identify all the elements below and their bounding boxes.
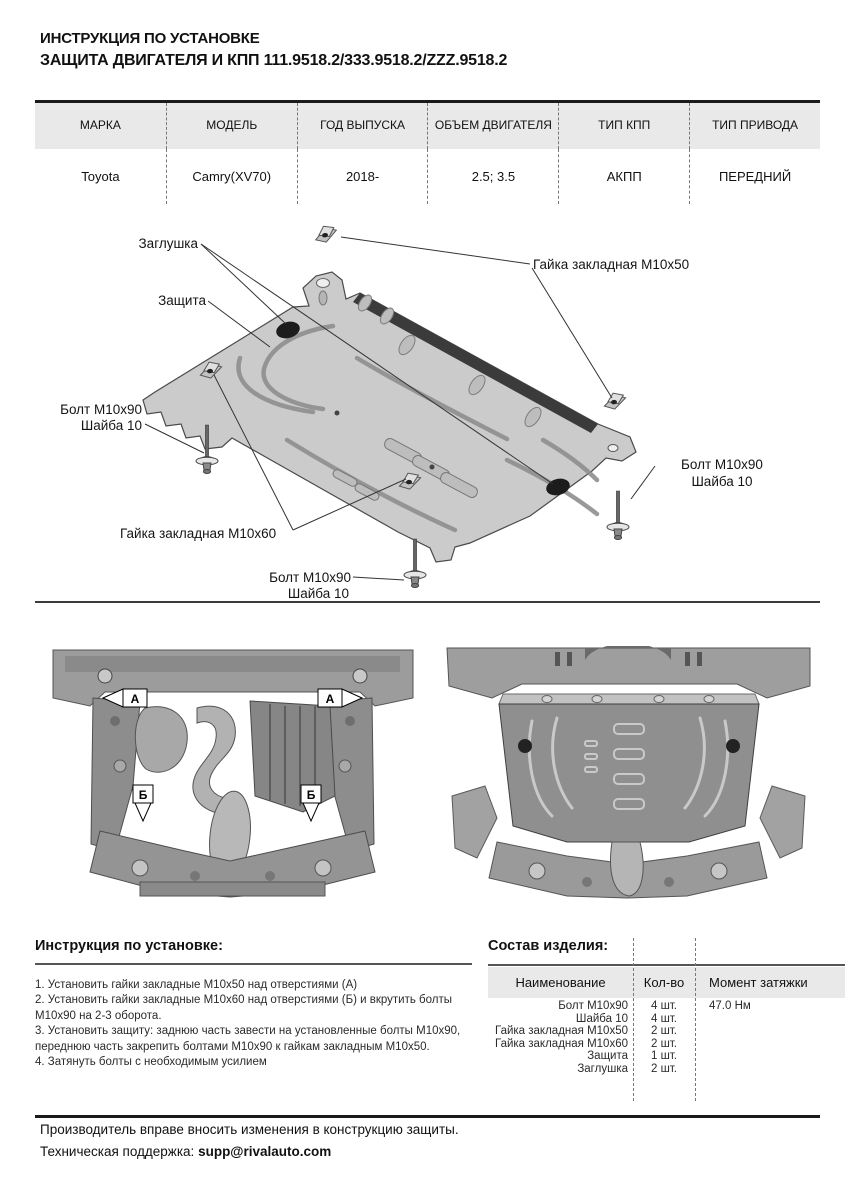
photo-underbody-after [437, 646, 820, 906]
parts-list-separator-1 [633, 938, 634, 1101]
exploded-view-diagram [35, 208, 820, 606]
install-step-2: 2. Установить гайки закладные М10х60 над отверстиями (Б) и вкрутить болты М10х90 на 2-3 оборота. [35, 994, 453, 1022]
photo-underbody-before [45, 646, 420, 906]
svg-text:А: А [130, 692, 140, 706]
diagram-label-bolt-left: Болт М10х90 [60, 402, 142, 417]
marker-b-right [301, 785, 321, 821]
spec-header-drive: ТИП ПРИВОДА [689, 103, 820, 149]
spec-value-brand: Toyota [81, 169, 120, 184]
parts-row-shield: Защита 1 шт. [587, 1050, 677, 1063]
parts-col-name: Наименование [515, 975, 606, 990]
install-step-4: 4. Затянуть болты с необходимым усилием [35, 1056, 267, 1069]
diagram-label-washer-bottom: Шайба 10 [287, 586, 349, 601]
tab-hole [317, 279, 330, 288]
spec-header-model: МОДЕЛЬ [166, 103, 297, 149]
parts-list-rows [488, 1000, 845, 1076]
spec-header-brand: МАРКА [79, 118, 121, 133]
parts-list-rule [488, 964, 845, 966]
install-step-3: 3. Установить защиту: заднюю часть завести на установленные болты М10х90, переднюю часть закрепить болтами М10х90 к гайкам закладным М10х50. [35, 1025, 461, 1053]
spec-value-drive: ПЕРЕДНИЙ [689, 149, 820, 204]
plug-in-photo-right [726, 739, 740, 753]
diagram-label-bolt-bottom: Болт М10х90 [269, 570, 351, 585]
spec-header-row [35, 103, 820, 149]
diagram-label-bolt-right: Болт М10х90 [681, 457, 763, 472]
plug-in-photo-left [518, 739, 532, 753]
clip-nut-top [314, 224, 338, 244]
section-divider [35, 601, 820, 603]
bolt-bottom [404, 539, 426, 588]
svg-text:Б: Б [138, 788, 148, 802]
parts-list-table [488, 938, 845, 1101]
footer-rule [35, 1115, 820, 1118]
parts-list-separator-2 [695, 938, 696, 1101]
install-step-1: 1. Установить гайки закладные М10х50 над отверстиями (А) [35, 979, 358, 991]
marker-b-left [133, 785, 153, 821]
bolt-right [607, 491, 629, 540]
reservoir [135, 707, 187, 773]
support-label: Техническая поддержка: [40, 1144, 195, 1159]
spec-header-engine: ОБЪЕМ ДВИГАТЕЛЯ [427, 103, 558, 149]
parts-list-header-row [488, 967, 845, 998]
svg-text:Б: Б [306, 788, 316, 802]
parts-row-plug: Заглушка 2 шт. [577, 1062, 677, 1075]
diagram-label-clipnut50: Гайка закладная М10х50 [533, 257, 690, 272]
footer-note: Производитель вправе вносить изменения в конструкцию защиты. [40, 1122, 459, 1137]
footer-support [40, 1144, 331, 1159]
spec-header-year: ГОД ВЫПУСКА [297, 103, 428, 149]
transmission [250, 701, 335, 812]
parts-col-qty: Кол-во [643, 975, 685, 990]
bracket-hole [608, 445, 618, 452]
diagram-label-shield: Защита [158, 293, 206, 308]
install-heading: Инструкция по установке: [35, 938, 223, 954]
parts-list-heading: Состав изделия: [488, 938, 609, 954]
spec-value-year: 2018- [297, 149, 428, 204]
spec-value-gearbox: АКПП [558, 149, 689, 204]
diagram-label-clipnut60: Гайка закладная М10х60 [120, 526, 277, 541]
tab-emboss [319, 291, 327, 305]
doc-subtitle: ЗАЩИТА ДВИГАТЕЛЯ И КПП 111.9518.2/333.9518.2/ZZZ.9518.2 [40, 52, 508, 69]
clip-nut-right [603, 392, 627, 410]
support-email: supp@rivalauto.com [198, 1144, 332, 1159]
vehicle-spec-table [35, 100, 820, 204]
spec-value-engine: 2.5; 3.5 [427, 149, 558, 204]
parts-row-bolt: Болт М10х90 4 шт. 47.0 Нм [558, 1000, 751, 1012]
diagram-label-washer-left: Шайба 10 [80, 418, 142, 433]
parts-row-washer: Шайба 10 4 шт. [575, 1012, 677, 1025]
wing-left [452, 786, 497, 858]
skid-plate [143, 272, 636, 562]
wing-right [760, 786, 805, 858]
spec-value-model: Camry(XV70) [166, 149, 297, 204]
svg-text:А: А [325, 692, 335, 706]
install-steps [35, 978, 483, 1070]
parts-row-clipnut60: Гайка закладная М10х60 2 шт. [494, 1037, 677, 1050]
diagram-label-plug: Заглушка [138, 236, 198, 251]
parts-col-torque: Момент затяжки [709, 975, 808, 990]
spec-header-gearbox: ТИП КПП [558, 103, 689, 149]
install-heading-rule [35, 963, 472, 965]
parts-row-clipnut50: Гайка закладная М10х50 2 шт. [494, 1025, 677, 1038]
doc-title: ИНСТРУКЦИЯ ПО УСТАНОВКЕ [40, 30, 260, 47]
spec-value-row [35, 149, 820, 204]
installed-shield [499, 694, 759, 842]
diagram-label-washer-right: Шайба 10 [691, 474, 753, 489]
